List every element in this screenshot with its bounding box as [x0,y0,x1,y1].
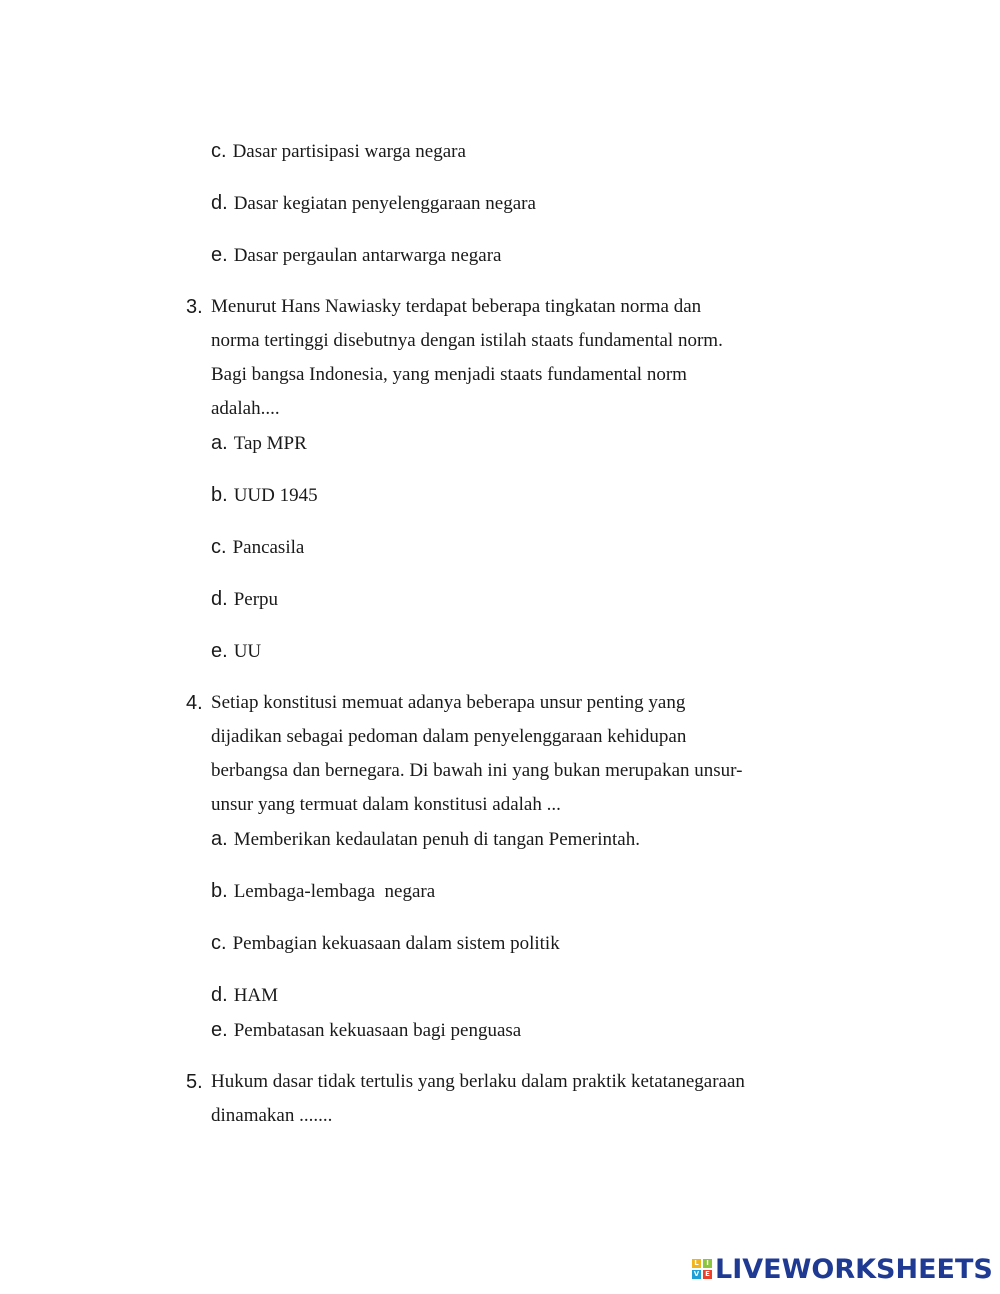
question-4-line-3: berbangsa dan bernegara. Di bawah ini yang bukan merupakan unsur- [211,760,743,781]
logo-grid-icon [692,1259,712,1279]
option-text: Pembagian kekuasaan dalam sistem politik [232,933,560,954]
option-letter: c. [211,536,227,558]
option-text: Perpu [233,589,279,610]
logo-letter: L [692,1259,701,1268]
option-q2-c[interactable] [211,140,466,163]
option-q3-b[interactable] [211,484,318,507]
question-3-line-2: norma tertinggi disebutnya dengan istilah staats fundamental norm. [211,330,723,351]
question-3-line-1: Menurut Hans Nawiasky terdapat beberapa tingkatan norma dan [211,296,702,317]
question-4-line-4: unsur yang termuat dalam konstitusi adalah ... [211,794,561,815]
option-text: UUD 1945 [233,485,318,506]
option-text: Dasar partisipasi warga negara [232,141,466,162]
option-q4-c[interactable] [211,932,560,955]
option-letter: b. [211,880,228,902]
option-letter: d. [211,192,228,214]
option-text: Memberikan kedaulatan penuh di tangan Pemerintah. [233,829,640,850]
liveworksheets-logo[interactable] [692,1254,993,1284]
option-text: UU [233,641,262,662]
option-letter: e. [211,1019,228,1041]
question-number-3: 3. [186,296,203,318]
option-q3-d[interactable] [211,588,278,611]
question-3-line-3: Bagi bangsa Indonesia, yang menjadi staats fundamental norm [211,364,687,385]
option-letter: c. [211,932,227,954]
question-3-line-4: adalah.... [211,398,280,419]
option-q4-a[interactable] [211,828,640,851]
option-letter: a. [211,432,228,454]
logo-letter: V [693,1270,700,1278]
option-text: Pancasila [232,537,305,558]
option-q4-d[interactable] [211,984,278,1007]
question-number-5: 5. [186,1071,203,1093]
option-letter: e. [211,640,228,662]
option-q4-b[interactable] [211,880,435,903]
option-q2-d[interactable] [211,192,536,215]
option-letter: c. [211,140,227,162]
option-q2-e[interactable] [211,244,501,267]
option-q4-e[interactable] [211,1019,521,1042]
option-letter: d. [211,588,228,610]
option-letter: a. [211,828,228,850]
option-letter: e. [211,244,228,266]
question-5-line-2: dinamakan ....... [211,1105,333,1126]
question-4-line-2: dijadikan sebagai pedoman dalam penyelenggaraan kehidupan [211,726,687,747]
option-q3-a[interactable] [211,432,307,455]
logo-letter: I [703,1259,712,1268]
option-text: Pembatasan kekuasaan bagi penguasa [233,1020,522,1041]
option-letter: b. [211,484,228,506]
question-4-line-1: Setiap konstitusi memuat adanya beberapa unsur penting yang [211,692,686,713]
logo-letter: E [703,1270,712,1279]
option-q3-e[interactable] [211,640,261,663]
option-q3-c[interactable] [211,536,304,559]
option-text: Dasar pergaulan antarwarga negara [233,245,502,266]
option-text: Dasar kegiatan penyelenggaraan negara [233,193,536,214]
question-number-4: 4. [186,692,203,714]
option-letter: d. [211,984,228,1006]
option-text: HAM [233,985,279,1006]
logo-text: LIVEWORKSHEETS [715,1253,993,1285]
option-text: Lembaga-lembaga negara [233,881,436,902]
option-text: Tap MPR [233,433,307,454]
question-5-line-1: Hukum dasar tidak tertulis yang berlaku dalam praktik ketatanegaraan [211,1071,745,1092]
